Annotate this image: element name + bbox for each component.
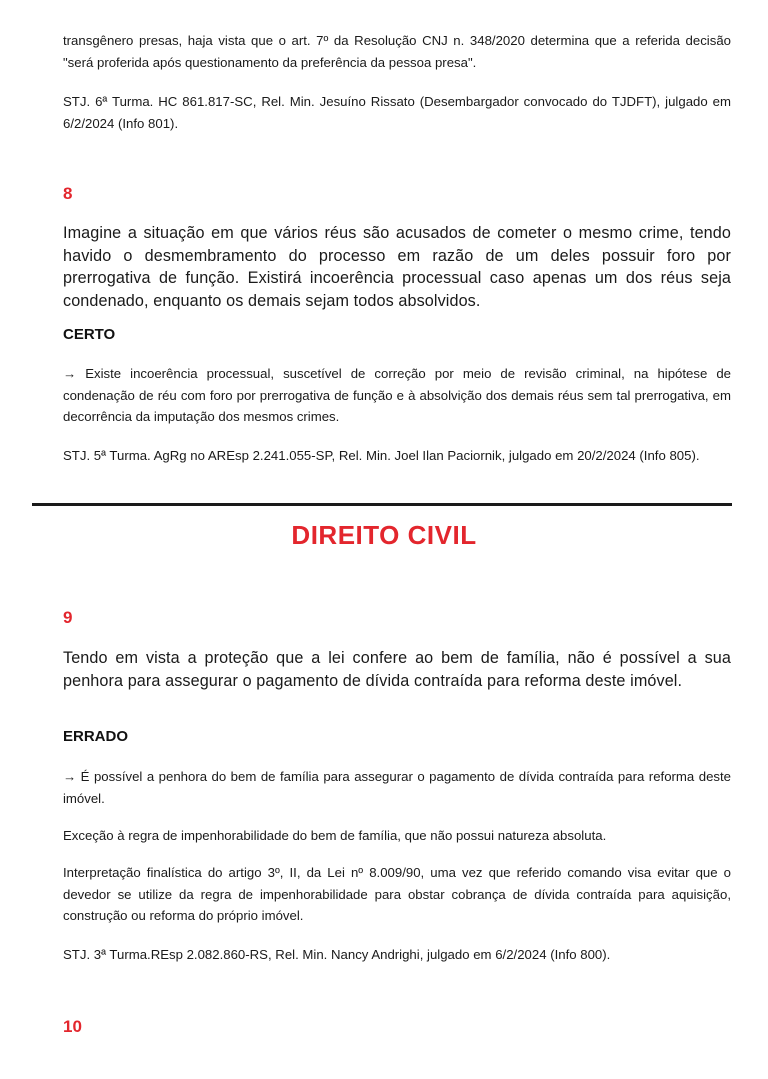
explanation-text: → É possível a penhora do bem de família para assegurar o pagamento de dívida contraída para reforma deste imóvel. [63,769,731,806]
question-number: 9 [63,608,73,627]
question-8-block [63,222,731,312]
question-9-block [63,647,731,692]
question-10-number-block [63,1017,731,1037]
section-title: DIREITO CIVIL [291,520,477,550]
question-9-number-block [63,608,731,628]
previous-question-tail [63,30,731,73]
question-8-number-block [63,184,731,204]
previous-citation-block [63,91,731,134]
question-8-citation-block [63,445,731,467]
question-number: 10 [63,1017,82,1036]
explanation-text: Interpretação finalística do artigo 3º, II, da Lei nº 8.009/90, uma vez que referido comando visa evitar que o devedor se utilize da regra de impenhorabilidade para obstar cobrança de dívida contraída para aquisição, construção ou reforma do próprio imóvel. [63,865,731,923]
verdict-label: CERTO [63,326,116,343]
question-9-verdict-block [63,728,731,745]
explanation-text: → Existe incoerência processual, suscetível de correção por meio de revisão criminal, na hipótese de condenação de réu com foro por prerrogativa de função e à absolvição dos demais réus sem tal prerrogativa, em decorrência da imputação dos mesmos crimes. [63,366,731,424]
verdict-label: ERRADO [63,728,129,745]
question-9-explanation-2-block [63,825,731,847]
previous-explanation-text: transgênero presas, haja vista que o art. 7º da Resolução CNJ n. 348/2020 determina que a referida decisão "será proferida após questionamento da preferência da pessoa presa". [63,33,731,70]
citation-text: STJ. 5ª Turma. AgRg no AREsp 2.241.055-SP, Rel. Min. Joel Ilan Paciornik, julgado em 20/2/2024 (Info 805). [63,448,700,463]
question-8-explanation-block [63,363,731,428]
previous-citation: STJ. 6ª Turma. HC 861.817-SC, Rel. Min. Jesuíno Rissato (Desembargador convocado do TJDFT), julgado em 6/2/2024 (Info 801). [63,94,731,131]
section-divider [32,503,732,506]
question-9-explanation-3-block [63,862,731,927]
question-9-explanation-1-block [63,766,731,809]
question-8-verdict-block [63,326,731,343]
question-text: Imagine a situação em que vários réus são acusados de cometer o mesmo crime, tendo havido o desmembramento do processo em razão de um deles possuir foro por prerrogativa de função. Existirá incoerência processual caso apenas um dos réus seja condenado, enquanto os demais sejam todos absolvidos. [63,224,731,310]
question-9-citation-block [63,944,731,966]
question-text: Tendo em vista a proteção que a lei confere ao bem de família, não é possível a sua penhora para assegurar o pagamento de dívida contraída para reforma deste imóvel. [63,649,731,690]
citation-text: STJ. 3ª Turma.REsp 2.082.860-RS, Rel. Min. Nancy Andrighi, julgado em 6/2/2024 (Info 800). [63,947,611,962]
question-number: 8 [63,184,73,203]
explanation-text: Exceção à regra de impenhorabilidade do bem de família, que não possui natureza absoluta. [63,828,607,843]
